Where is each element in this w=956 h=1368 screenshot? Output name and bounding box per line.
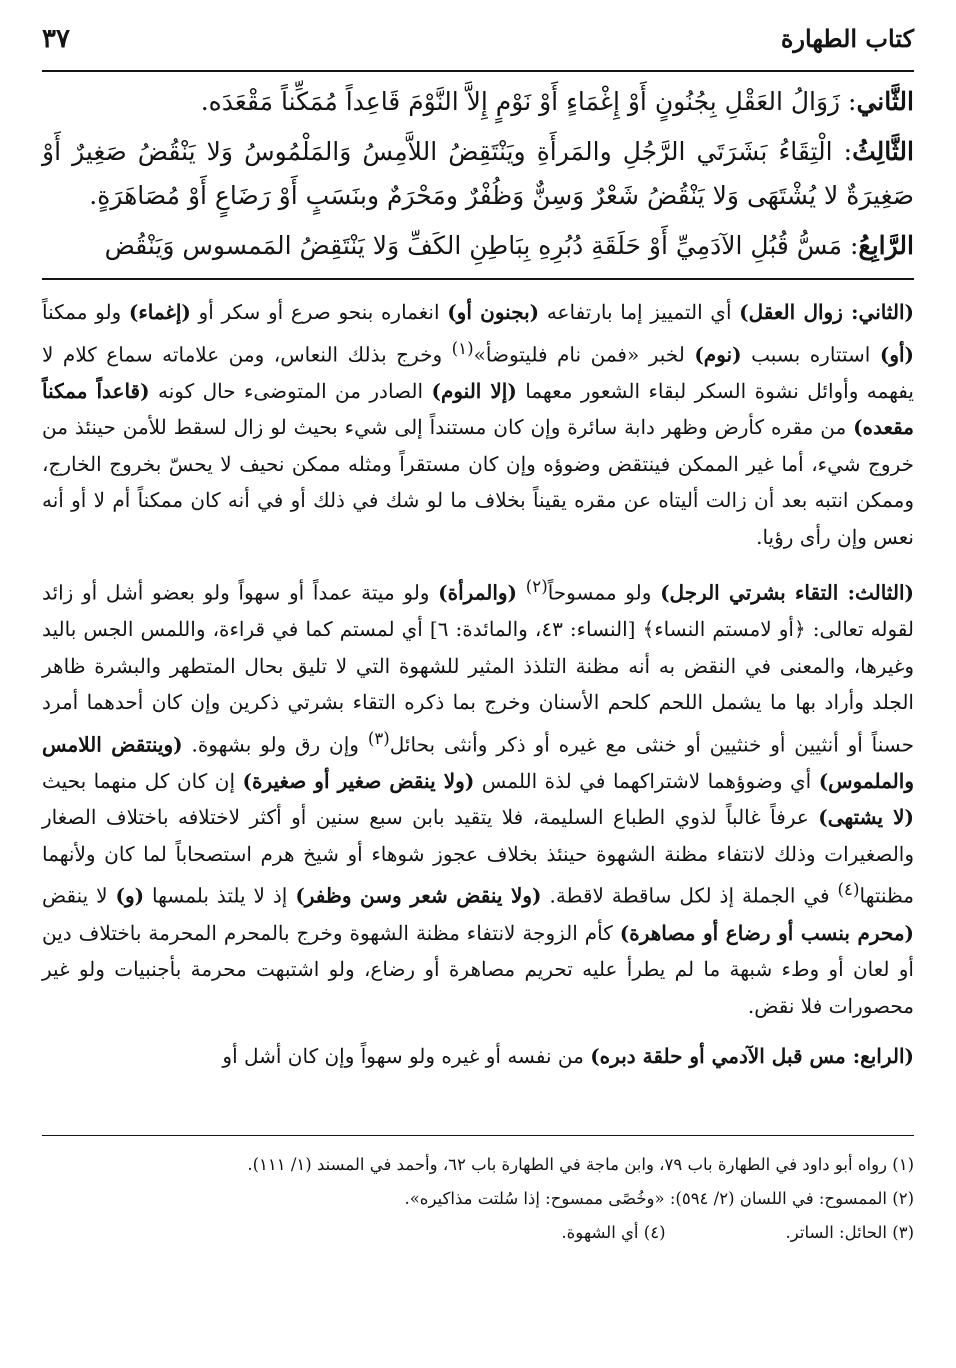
matn-label: الثَّالِثُ: [852, 137, 914, 166]
matn-quote: (لا يشتهى): [818, 805, 914, 830]
footnote: [42, 1216, 914, 1250]
commentary-text: [517, 581, 526, 605]
matn-label: الثَّاني: [856, 87, 914, 116]
commentary-text: ولو ممسوحاً: [547, 580, 661, 605]
matn-quote: (أو): [879, 342, 914, 367]
commentary-text: كأم الزوجة لانتفاء مظنة الشهوة وخرج بالمحرم المحرمة باختلاف دين أو لعان أو وطء شبهة ما لم يطرأ عليه تحريم مصاهرة أو رضاع، ولو اشتبهت محرمة بأجنبيات ولو غير محصورات فلا نقض.: [42, 920, 914, 1018]
book-title: كتاب الطهارة: [780, 24, 914, 53]
matn-quote: (ولا ينقض شعر وسن وظفر): [295, 884, 542, 909]
matn-label: الرَّابِعُ: [858, 231, 914, 260]
commentary-text: لا ينقض: [42, 884, 116, 909]
commentary-text: وخرج بذلك النعاس، ومن علاماته سماع كلام لا يفهمه وأوائل نشوة السكر لبقاء الشعور معهما: [42, 342, 914, 403]
matn-quote: (قاعداً ممكناً مقعده): [42, 378, 914, 440]
footnote-3: (٣) الحائل: الساتر.: [785, 1222, 914, 1242]
commentary-text: الصادر من المتوضىء حال كونه: [149, 378, 432, 403]
commentary-text: إن كان كل منهما بحيث: [42, 768, 243, 793]
footnote-4: (٤) أي الشهوة.: [561, 1222, 666, 1242]
commentary-paragraph: [42, 1038, 914, 1075]
matn-paragraph: [42, 130, 914, 218]
commentary-text: إذ لا يلتذ بلمسها: [144, 884, 296, 909]
commentary-text: أي التمييز إما بارتفاعه: [539, 300, 740, 324]
matn-quote: (الثاني: زوال العقل): [739, 300, 915, 324]
footnote-ref: (١): [451, 338, 474, 358]
matn-quote: (الرابع: مس قبل الآدمي أو حلقة دبره): [590, 1044, 914, 1069]
matn-quote: (بجنون أو): [447, 300, 540, 324]
matn-text: : الْتِقَاءُ بَشَرَتَي الرَّجُلِ والمَرأَةِ ويَنْتَقِضُ اللاَّمِسُ وَالمَلْمُوسُ وَلا يَنْقُضُ صَغِيرٌ أَوْ صَغِيرَةٌ لا يُشْتَهَى وَلا يَنْقُضُ شَعْرٌ وَسِنٌّ وَظُفْرٌ ومَحْرَمٌ وبنَسَبٍ أَوْ رَضَاعٍ أَوْ مُصَاهَرَةٍ.: [42, 137, 914, 210]
matn-quote: (الثالث: التقاء بشرتي الرجل): [660, 580, 914, 605]
commentary-paragraph: [42, 294, 914, 555]
matn-text: : زَوَالُ العَقْلِ بِجُنُونٍ أَوْ إِغْمَاءٍ أَوْ نَوْمٍ إِلاَّ النَّوْمَ قَاعِداً مُمَكِّناً مَقْعَدَه.: [200, 87, 857, 116]
commentary-text: انغماره بنحو صرع أو سكر أو: [190, 300, 448, 324]
book-page: [42, 24, 914, 1250]
footnote-ref: (٢): [525, 577, 548, 597]
matn-quote: (وينتقض اللامس والملموس): [42, 732, 914, 793]
matn-text: : مَسُّ قُبُلِ الآدَمِيِّ أَوْ حَلَقَةِ دُبُرِهِ بِبَاطِنِ الكَفِّ وَلا يَنْتَقِضُ المَمسوس وَيَنْقُض: [104, 231, 859, 260]
commentary-text: ولو ميتة عمداً أو سهواً ولو بعضو أشل أو زائد لقوله تعالى: ﴿أو لامستم النساء﴾ [النساء: ٤٣، والمائدة: ٦] أي لمستم كما في قراءة، واللمس الجس باليد وغيرها، والمعنى في النقض به أنه مظنة التلذذ المثير للشهوة التي لا تليق بحال المتطهر والبشرة ظاهر الجلد وأراد بها ما يشمل اللحم كلحم الأسنان وخرج بما ذكره التقاء بشرتي ذكرين وإن كان أحدهما أمرد حسناً أو أنثيين أو خنثيين أو خنثى مع غيره أو ذكر وأنثى بحائل: [42, 580, 914, 757]
commentary-text: في الجملة إذ لكل ساقطة لاقطة.: [541, 884, 838, 909]
commentary-text: ولو ممكناً: [42, 300, 129, 324]
footnote: (١) رواه أبو داود في الطهارة باب ٧٩، وابن ماجة في الطهارة باب ٦٢، وأحمد في المسند (١/ ١١١).: [247, 1154, 914, 1174]
commentary-text: عرفاً غالباً لذوي الطباع السليمة، فلا يتقيد بابن سبع سنين أو أكثر لاختلافه باختلاف الصغار والصغيرات وذلك لانتفاء مظنة الشهوة حينئذ بخلاف عجوز شوهاء أو شيخ هرم استصحاباً لما كان ولأنهما مظنتها: [42, 805, 915, 909]
footnotes: [42, 1148, 914, 1250]
commentary-text: من مقره كأرض وظهر دابة سائرة وإن كان مستنداً إلى شيء بحيث لو زال لسقط للأمن حينئذ من خروج شيء، أما غير الممكن فينتقض وضوؤه وإن كان مستقراً ومثله ممكن نحيف لا يحسّ بخروج الخارج، وممكن انتبه بعد أن زالت أليتاه عن مقره يقيناً بخلاف ما لو شك في ذلك أو في أنه كان ممكناً أم لا أو أنه نعس وإن رأى رؤيا.: [42, 415, 914, 549]
footnote-ref: (٣): [367, 728, 390, 748]
commentary-text: لخبر «فمن نام فليتوضأ»: [473, 342, 695, 367]
page-number: ٣٧: [42, 24, 70, 54]
page-header: [42, 24, 914, 72]
matn-quote: (نوم): [694, 342, 742, 367]
footnote: (٢) الممسوح: في اللسان (٢/ ٥٩٤): «وخُصًى ممسوح: إذا سُلتت مذاكيره».: [404, 1188, 914, 1208]
commentary-text: وإن رق ولو بشهوة.: [182, 732, 368, 757]
matn-paragraph: [42, 80, 914, 124]
footnote-separator: [42, 1135, 914, 1136]
commentary: [42, 280, 914, 1075]
matn-quote: (والمرأة): [438, 580, 518, 605]
main-text: [42, 72, 914, 280]
matn-quote: (و): [115, 884, 145, 909]
commentary-paragraph: [42, 569, 914, 1024]
matn-quote: (ولا ينقض صغير أو صغيرة): [242, 768, 475, 793]
matn-quote: (إغماء): [128, 300, 191, 324]
commentary-text: استتاره بسبب: [741, 342, 880, 367]
commentary-text: من نفسه أو غيره ولو سهواً وإن كان أشل أو: [222, 1044, 591, 1069]
footnote-ref: (٤): [837, 880, 860, 900]
matn-quote: (محرم بنسب أو رضاع أو مصاهرة): [619, 920, 914, 945]
commentary-text: أي وضوؤهما لاشتراكهما في لذة اللمس: [474, 768, 819, 793]
matn-paragraph: [42, 224, 914, 268]
matn-quote: (إلا النوم): [431, 378, 517, 403]
